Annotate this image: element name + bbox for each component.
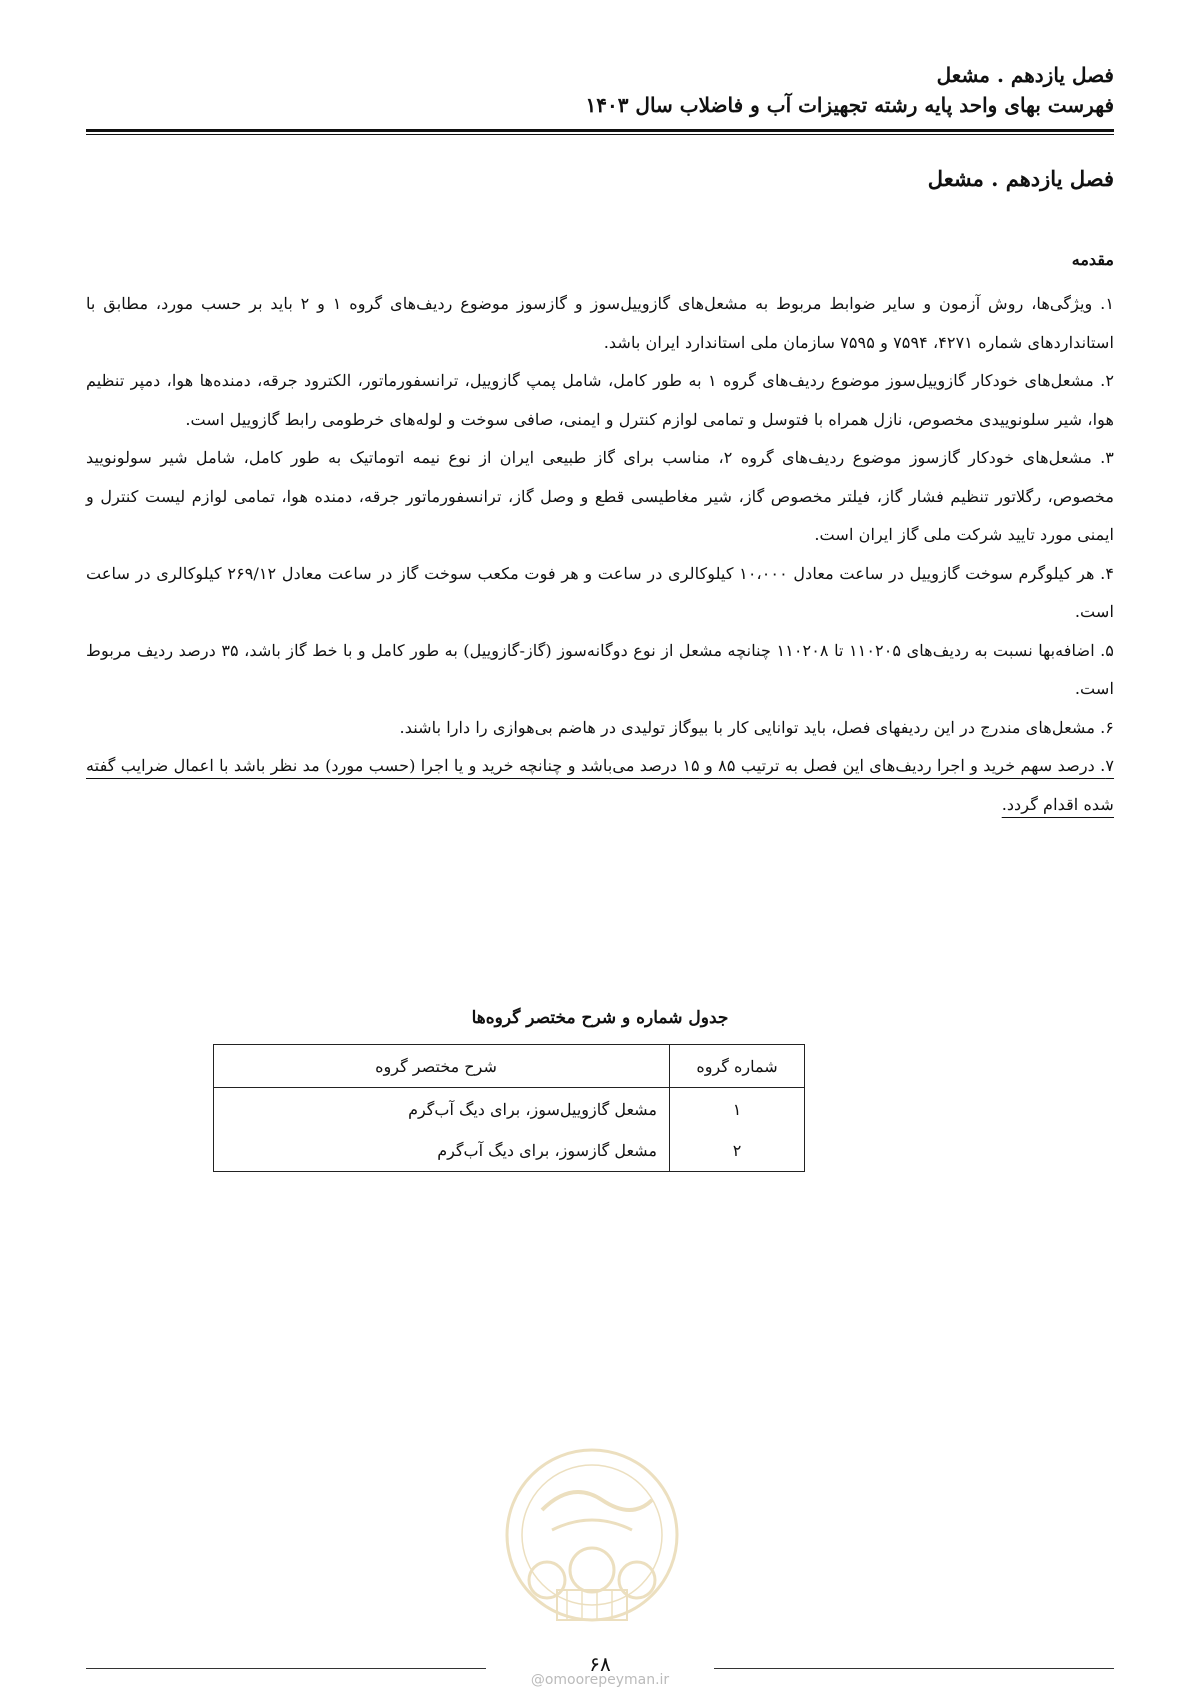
group-number-cell: ۱	[670, 1088, 805, 1130]
publisher-logo-watermark	[502, 1440, 682, 1650]
introduction-heading: مقدمه	[1071, 250, 1114, 269]
group-number-cell: ۲	[670, 1129, 805, 1172]
header-rule-thick	[86, 129, 1114, 132]
chapter-title: فصل یازدهم . مشعل	[927, 166, 1114, 191]
groups-table	[213, 1044, 805, 1172]
header-group-number: شماره گروه	[670, 1045, 805, 1088]
header-publication: فهرست بهای واحد پایه رشته تجهیزات آب و فاضلاب سال ۱۴۰۳	[585, 93, 1114, 117]
paragraph-6: ۶. مشعل‌های مندرج در این ردیفهای فصل، باید توانایی کار با بیوگاز تولیدی در هاضم بی‌هوازی را دارا باشند.	[399, 717, 1114, 737]
group-description-cell: مشعل گازوییل‌سوز، برای دیگ آب‌گرم	[214, 1088, 670, 1130]
page-number: ۶۸	[589, 1652, 611, 1676]
paragraph-7: ۷. درصد سهم خرید و اجرا ردیف‌های این فصل به ترتیب ۸۵ و ۱۵ درصد می‌باشد و چنانچه خرید و یا اجرا (حسب مورد) مد نظر باشد با اعمال ضرایب گفته شده اقدام گردد.	[86, 756, 1115, 814]
header-chapter: فصل یازدهم . مشعل	[936, 63, 1114, 87]
table-header-row	[214, 1045, 805, 1088]
paragraph-2: ۲. مشعل‌های خودکار گازوییل‌سوز موضوع ردیف‌های گروه ۱ به طور کامل، شامل پمپ گازوییل، ترانسفورماتور، الکترود جرقه، دمنده‌ها هوا، دمپر تنظیم هوا، شیر سلونوییدی مخصوص، نازل همراه با فتوسل و تمامی لوازم کنترل و ایمنی، صافی سوخت و لوله‌های خرطومی رابط گازوییل است.	[86, 371, 1115, 429]
watermark-url: @omoorepeyman.ir	[530, 1672, 670, 1688]
running-header	[86, 60, 1114, 120]
table-caption: جدول شماره و شرح مختصر گروه‌ها	[471, 1008, 729, 1028]
header-group-description: شرح مختصر گروه	[214, 1045, 670, 1088]
table-row	[214, 1129, 805, 1172]
paragraph-4: ۴. هر کیلوگرم سوخت گازوییل در ساعت معادل ۱۰،۰۰۰ کیلوکالری در ساعت و هر فوت مکعب سوخت گاز در ساعت معادل ۲۶۹/۱۲ کیلوکالری در ساعت است.	[86, 563, 1115, 621]
group-description-cell: مشعل گازسوز، برای دیگ آب‌گرم	[214, 1129, 670, 1172]
document-page	[86, 0, 1115, 1688]
paragraph-3: ۳. مشعل‌های خودکار گازسوز موضوع ردیف‌های گروه ۲، مناسب برای گاز طبیعی ایران از نوع نیمه اتوماتیک به طور کامل، شامل شیر سولونویید مخصوص، رگلاتور تنظیم فشار گاز، فیلتر مخصوص گاز، شیر مغاطیسی قطع و وصل گاز، ترانسفورماتور جرقه، دمنده هوا، تمامی لوازم لیست کنترل و ایمنی مورد تایید شرکت ملی گاز ایران است.	[86, 448, 1114, 544]
paragraph-5: ۵. اضافه‌بها نسبت به ردیف‌های ۱۱۰۲۰۵ تا ۱۱۰۲۰۸ چنانچه مشعل از نوع دوگانه‌سوز (گاز-گازوییل) به طور کامل و با خط گاز باشد، ۳۵ درصد ردیف مربوط است.	[86, 640, 1114, 698]
introduction-body	[86, 285, 1114, 824]
paragraph-1: ۱. ویژگی‌ها، روش آزمون و سایر ضوابط مربوط به مشعل‌های گازوییل‌سوز و گازسوز موضوع ردیف‌های گروه ۱ و ۲ باید بر حسب مورد، مطابق با استانداردهای شماره ۴۲۷۱، ۷۵۹۴ و ۷۵۹۵ سازمان ملی استاندارد ایران باشد.	[86, 294, 1115, 352]
header-rule-thin	[86, 134, 1114, 135]
table-row	[214, 1088, 805, 1130]
